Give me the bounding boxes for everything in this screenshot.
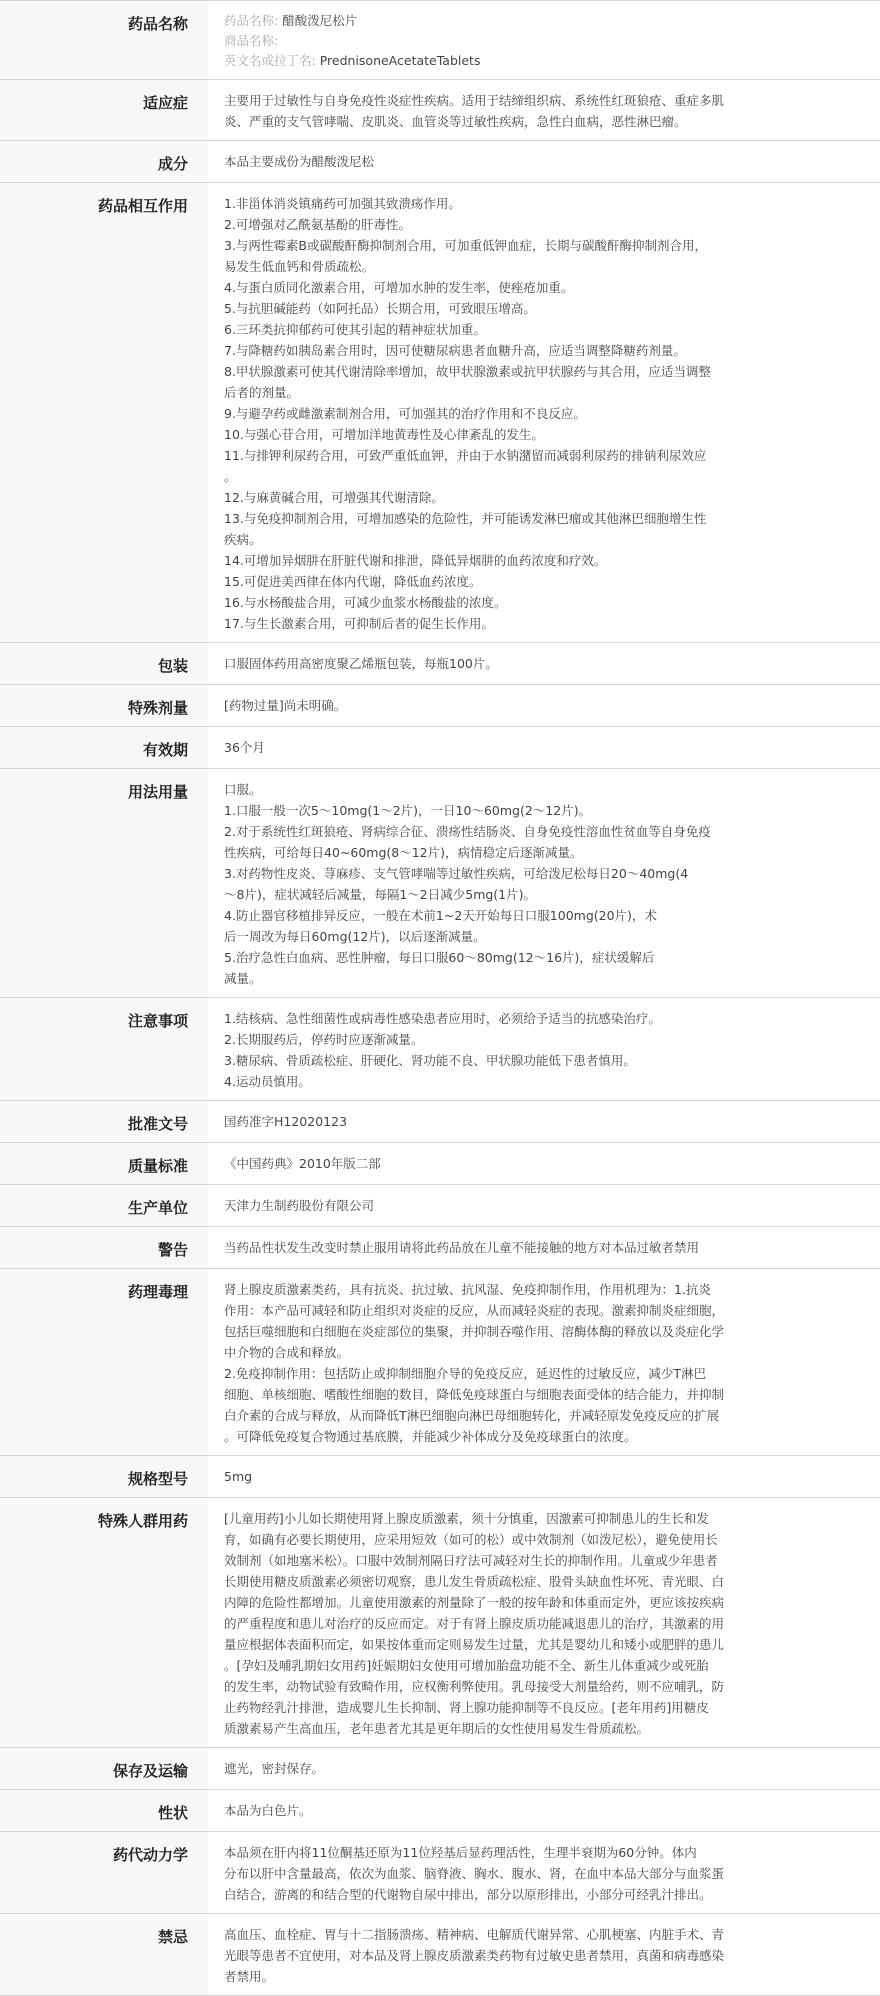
row-approval bbox=[0, 1101, 880, 1143]
approval-line: 国药准字H12020123 bbox=[224, 1114, 348, 1129]
row-standard bbox=[0, 1143, 880, 1185]
interactions-line: 9.与避孕药或雌激素制剂合用，可加强其的治疗作用和不良反应。 bbox=[224, 406, 586, 421]
indications-line: 主要用于过敏性与自身免疫性炎症性疾病。适用于结缔组织病、系统性红斑狼疮、重症多肌 bbox=[224, 93, 725, 108]
contraindications-label: 禁忌 bbox=[0, 1914, 208, 1996]
approval-value bbox=[208, 1101, 880, 1143]
standard-label: 质量标准 bbox=[0, 1143, 208, 1185]
interactions-line: 易发生低血钙和骨质疏松。 bbox=[224, 259, 375, 274]
row-expiry bbox=[0, 727, 880, 769]
generic-name-value: 醋酸泼尼松片 bbox=[282, 13, 358, 28]
pharmacology-line: 包括巨噬细胞和白细胞在炎症部位的集聚，并抑制吞噬作用、溶酶体酶的释放以及炎症化学 bbox=[224, 1324, 725, 1339]
special-population-value bbox=[208, 1498, 880, 1748]
special-population-label: 特殊人群用药 bbox=[0, 1498, 208, 1748]
dosage-label: 用法用量 bbox=[0, 769, 208, 998]
special-population-line: 效制剂（如地塞米松）。口服中效制剂隔日疗法可减轻对生长的抑制作用。儿童或少年患者 bbox=[224, 1553, 718, 1568]
trade-name-line bbox=[224, 31, 850, 51]
row-precautions bbox=[0, 998, 880, 1101]
special-population-line: 内障的危险性都增加。儿童使用激素的剂量除了一般的按年龄和体重而定外，更应该按疾病 bbox=[224, 1595, 725, 1610]
contraindications-value bbox=[208, 1914, 880, 1996]
interactions-line: 14.可增加异烟肼在肝脏代谢和排泄，降低异烟肼的血药浓度和疗效。 bbox=[224, 553, 607, 568]
row-composition bbox=[0, 141, 880, 183]
pharmacokinetics-line: 白结合，游离的和结合型的代谢物自尿中排出，部分以原形排出，小部分可经乳汁排出。 bbox=[224, 1887, 712, 1902]
interactions-line: 10.与强心苷合用，可增加洋地黄毒性及心律紊乱的发生。 bbox=[224, 427, 544, 442]
interactions-line: 后者的剂量。 bbox=[224, 385, 300, 400]
composition-label: 成分 bbox=[0, 141, 208, 183]
interactions-line: 5.与抗胆碱能药（如阿托品）长期合用，可致眼压增高。 bbox=[224, 301, 536, 316]
appearance-line: 本品为白色片。 bbox=[224, 1803, 312, 1818]
trade-name-label: 商品名称: bbox=[224, 33, 279, 48]
composition-value bbox=[208, 141, 880, 183]
storage-value bbox=[208, 1748, 880, 1790]
appearance-value bbox=[208, 1790, 880, 1832]
english-name-line bbox=[224, 51, 850, 71]
row-dosage bbox=[0, 769, 880, 998]
standard-value bbox=[208, 1143, 880, 1185]
dosage-line: 3.对药物性皮炎、荨麻疹、支气管哮喘等过敏性疾病，可给泼尼松每日20～40mg(4 bbox=[224, 866, 689, 881]
drug-name-values bbox=[208, 1, 880, 80]
contraindications-line: 高血压、血栓症、胃与十二指肠溃疡、精神病、电解质代谢异常、心肌梗塞、内脏手术、青 bbox=[224, 1927, 725, 1942]
interactions-line: 3.与两性霉素B或碳酸酐酶抑制剂合用，可加重低钾血症，长期与碳酸酐酶抑制剂合用， bbox=[224, 238, 708, 253]
row-packaging bbox=[0, 643, 880, 685]
pharmacology-line: 作用：本产品可减轻和防止组织对炎症的反应，从而减轻炎症的表现。激素抑制炎症细胞， bbox=[224, 1303, 725, 1318]
dosage-line: 减量。 bbox=[224, 971, 262, 986]
special-population-line: 量应根据体表面积而定，如果按体重而定则易发生过量，尤其是婴幼儿和矮小或肥胖的患儿 bbox=[224, 1637, 725, 1652]
manufacturer-label: 生产单位 bbox=[0, 1185, 208, 1227]
english-name-label: 英文名或拉丁名: bbox=[224, 53, 316, 68]
warning-value bbox=[208, 1227, 880, 1269]
special-population-line: 的严重程度和患儿对治疗的反应而定。对于有肾上腺皮质功能减退患儿的治疗，其激素的用 bbox=[224, 1616, 725, 1631]
contraindications-line: 者禁用。 bbox=[224, 1969, 275, 1984]
warning-label: 警告 bbox=[0, 1227, 208, 1269]
row-interactions bbox=[0, 183, 880, 643]
interactions-line: 7.与降糖药如胰岛素合用时，因可使糖尿病患者血糖升高，应适当调整降糖药剂量。 bbox=[224, 343, 686, 358]
packaging-label: 包装 bbox=[0, 643, 208, 685]
special-population-line: 止药物经乳汁排泄，造成婴儿生长抑制、肾上腺功能抑制等不良反应。[老年用药]用糖皮 bbox=[224, 1700, 709, 1715]
special-population-line: 质激素易产生高血压，老年患者尤其是更年期后的女性使用易发生骨质疏松。 bbox=[224, 1721, 650, 1736]
interactions-line: 1.非甾体消炎镇痛药可加强其致溃疡作用。 bbox=[224, 196, 461, 211]
expiry-line: 36个月 bbox=[224, 740, 265, 755]
specification-line: 5mg bbox=[224, 1469, 253, 1484]
interactions-line: 。 bbox=[224, 469, 237, 484]
interactions-line: 4.与蛋白质同化激素合用，可增加水肿的发生率，使痤疮加重。 bbox=[224, 280, 574, 295]
row-special-population bbox=[0, 1498, 880, 1748]
pharmacology-line: 2.免疫抑制作用：包括防止或抑制细胞介导的免疫反应，延迟性的过敏反应，减少T淋巴 bbox=[224, 1366, 707, 1381]
row-appearance bbox=[0, 1790, 880, 1832]
specification-label: 规格型号 bbox=[0, 1456, 208, 1498]
row-specification bbox=[0, 1456, 880, 1498]
dosage-line: 后一周改为每日60mg(12片)，以后逐渐减量。 bbox=[224, 929, 486, 944]
standard-line: 《中国药典》2010年版二部 bbox=[224, 1156, 381, 1171]
special-population-line: 育，如确有必要长期使用，应采用短效（如可的松）或中效制剂（如泼尼松），避免使用长 bbox=[224, 1532, 718, 1547]
drug-name-label: 药品名称 bbox=[0, 1, 208, 80]
pharmacology-label: 药理毒理 bbox=[0, 1269, 208, 1456]
interactions-line: 16.与水杨酸盐合用，可减少血浆水杨酸盐的浓度。 bbox=[224, 595, 507, 610]
row-storage bbox=[0, 1748, 880, 1790]
pharmacokinetics-line: 分布以肝中含量最高，依次为血浆、脑脊液、胸水、腹水、肾，在血中本品大部分与血浆蛋 bbox=[224, 1866, 725, 1881]
pharmacokinetics-line: 本品须在肝内将11位酮基还原为11位羟基后显药理活性，生理半衰期为60分钟。体内 bbox=[224, 1845, 697, 1860]
indications-label: 适应症 bbox=[0, 80, 208, 141]
generic-name-line bbox=[224, 11, 850, 31]
indications-value bbox=[208, 80, 880, 141]
expiry-value bbox=[208, 727, 880, 769]
interactions-label: 药品相互作用 bbox=[0, 183, 208, 643]
manufacturer-value bbox=[208, 1185, 880, 1227]
dosage-line: 口服。 bbox=[224, 782, 262, 797]
expiry-label: 有效期 bbox=[0, 727, 208, 769]
special-population-line: 。[孕妇及哺乳期妇女用药]妊娠期妇女使用可增加胎盘功能不全、新生儿体重减少或死胎 bbox=[224, 1658, 709, 1673]
storage-line: 遮光，密封保存。 bbox=[224, 1761, 325, 1776]
english-name-value: PrednisoneAcetateTablets bbox=[319, 53, 481, 68]
dosage-line: 5.治疗急性白血病、恶性肿瘤，每日口服60～80mg(12～16片)，症状缓解后 bbox=[224, 950, 655, 965]
precautions-line: 1.结核病、急性细菌性或病毒性感染患者应用时，必须给予适当的抗感染治疗。 bbox=[224, 1011, 661, 1026]
approval-label: 批准文号 bbox=[0, 1101, 208, 1143]
dosage-line: ～8片)，症状减轻后减量，每隔1～2日减少5mg(1片)。 bbox=[224, 887, 537, 902]
row-manufacturer bbox=[0, 1185, 880, 1227]
precautions-line: 3.糖尿病、骨质疏松症、肝硬化、肾功能不良、甲状腺功能低下患者慎用。 bbox=[224, 1053, 636, 1068]
pharmacology-line: 肾上腺皮质激素类药，具有抗炎、抗过敏、抗风湿、免疫抑制作用，作用机理为：1.抗炎 bbox=[224, 1282, 711, 1297]
pharmacology-line: 。可降低免疫复合物通过基底膜，并能减少补体成分及免疫球蛋白的浓度。 bbox=[224, 1429, 637, 1444]
pharmacology-line: 中介物的合成和释放。 bbox=[224, 1345, 350, 1360]
row-indications bbox=[0, 80, 880, 141]
special-population-line: 的发生率，动物试验有致畸作用，应权衡利弊使用。乳母接受大剂量给药，则不应哺乳，防 bbox=[224, 1679, 725, 1694]
dosage-value bbox=[208, 769, 880, 998]
composition-line: 本品主要成份为醋酸泼尼松 bbox=[224, 154, 375, 169]
interactions-line: 11.与排钾利尿药合用，可致严重低血钾，并由于水钠潴留而减弱利尿药的排钠利尿效应 bbox=[224, 448, 707, 463]
special-population-line: [儿童用药]小儿如长期使用肾上腺皮质激素，须十分慎重，因激素可抑制患儿的生长和发 bbox=[224, 1511, 709, 1526]
interactions-line: 6.三环类抗抑郁药可使其引起的精神症状加重。 bbox=[224, 322, 486, 337]
dosage-line: 1.口服一般一次5～10mg(1～2片)，一日10～60mg(2～12片)。 bbox=[224, 803, 592, 818]
interactions-line: 17.与生长激素合用，可抑制后者的促生长作用。 bbox=[224, 616, 494, 631]
special-population-line: 长期使用糖皮质激素必须密切观察，患儿发生骨质疏松症、股骨头缺血性坏死、青光眼、白 bbox=[224, 1574, 725, 1589]
interactions-line: 12.与麻黄碱合用，可增强其代谢清除。 bbox=[224, 490, 444, 505]
row-warning bbox=[0, 1227, 880, 1269]
precautions-line: 2.长期服药后，停药时应逐渐减量。 bbox=[224, 1032, 424, 1047]
interactions-line: 8.甲状腺激素可使其代谢清除率增加，故甲状腺激素或抗甲状腺药与其合用，应适当调整 bbox=[224, 364, 711, 379]
appearance-label: 性状 bbox=[0, 1790, 208, 1832]
manufacturer-line: 天津力生制药股份有限公司 bbox=[224, 1198, 375, 1213]
packaging-value bbox=[208, 643, 880, 685]
interactions-line: 疾病。 bbox=[224, 532, 262, 547]
pharmacokinetics-value bbox=[208, 1832, 880, 1914]
row-contraindications bbox=[0, 1914, 880, 1996]
warning-line: 当药品性状发生改变时禁止服用请将此药品放在儿童不能接触的地方对本品过敏者禁用 bbox=[224, 1240, 700, 1255]
row-special-dosage bbox=[0, 685, 880, 727]
specification-value bbox=[208, 1456, 880, 1498]
precautions-value bbox=[208, 998, 880, 1101]
precautions-line: 4.运动员慎用。 bbox=[224, 1074, 311, 1089]
row-pharmacology bbox=[0, 1269, 880, 1456]
dosage-line: 4.防止器官移植排异反应，一般在术前1~2天开始每日口服100mg(20片)，术 bbox=[224, 908, 657, 923]
storage-label: 保存及运输 bbox=[0, 1748, 208, 1790]
contraindications-line: 光眼等患者不宜使用，对本品及肾上腺皮质激素类药物有过敏史患者禁用，真菌和病毒感染 bbox=[224, 1948, 725, 1963]
dosage-line: 性疾病，可给每日40~60mg(8～12片)，病情稳定后逐渐减量。 bbox=[224, 845, 583, 860]
indications-line: 炎、严重的支气管哮喘、皮肌炎、血管炎等过敏性疾病，急性白血病，恶性淋巴瘤。 bbox=[224, 114, 687, 129]
pharmacokinetics-label: 药代动力学 bbox=[0, 1832, 208, 1914]
pharmacology-value bbox=[208, 1269, 880, 1456]
generic-name-label: 药品名称: bbox=[224, 13, 279, 28]
precautions-label: 注意事项 bbox=[0, 998, 208, 1101]
special-dosage-label: 特殊剂量 bbox=[0, 685, 208, 727]
interactions-line: 15.可促进美西律在体内代谢，降低血药浓度。 bbox=[224, 574, 482, 589]
row-drug-name bbox=[0, 1, 880, 80]
dosage-line: 2.对于系统性红斑狼疮、肾病综合征、溃疡性结肠炎、自身免疫性溶血性贫血等自身免疫 bbox=[224, 824, 711, 839]
interactions-value bbox=[208, 183, 880, 643]
pharmacology-line: 细胞、单核细胞、嗜酸性细胞的数目，降低免疫球蛋白与细胞表面受体的结合能力，并抑制 bbox=[224, 1387, 725, 1402]
pharmacology-line: 白介素的合成与释放，从而降低T淋巴细胞向淋巴母细胞转化，并减轻原发免疫反应的扩展 bbox=[224, 1408, 720, 1423]
row-pharmacokinetics bbox=[0, 1832, 880, 1914]
special-dosage-value bbox=[208, 685, 880, 727]
interactions-line: 2.可增强对乙酰氨基酚的肝毒性。 bbox=[224, 217, 411, 232]
special-dosage-line: [药物过量]尚未明确。 bbox=[224, 698, 347, 713]
packaging-line: 口服固体药用高密度聚乙烯瓶包装，每瓶100片。 bbox=[224, 656, 498, 671]
interactions-line: 13.与免疫抑制剂合用，可增加感染的危险性，并可能诱发淋巴瘤或其他淋巴细胞增生性 bbox=[224, 511, 707, 526]
